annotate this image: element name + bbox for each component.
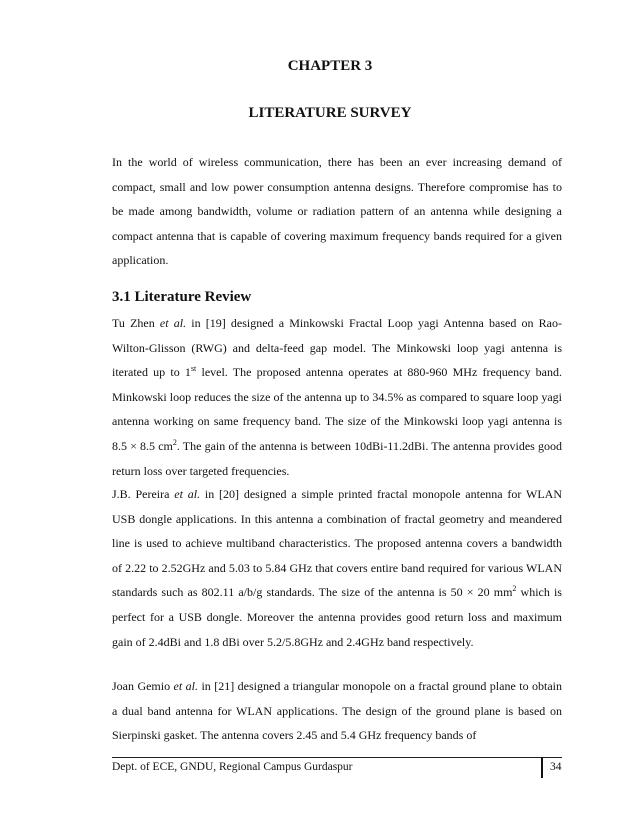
chapter-title: LITERATURE SURVEY <box>248 105 412 121</box>
chapter-number: CHAPTER 3 <box>287 58 373 74</box>
paragraph-text: in [21] designed a triangular monopole on a fractal ground plane to obtain a dual band antenna for WLAN applications. The design of the ground plane is based on Sierpinski gasket. The antenna covers 2.45 and 5.4 GHz frequency bands of <box>112 679 563 743</box>
author-name: Tu Zhen <box>112 316 155 330</box>
paragraph-text: . The gain of the antenna is between 10dBi-11.2dBi. The antenna provides good return loss over targeted frequencies. <box>112 438 562 478</box>
paragraph-text: level. The proposed antenna operates at 880-960 MHz frequency band. Minkowski loop reduces the size of the antenna up to 34.5% as compared to square loop yagi antenna working on same frequency band. The size of the Minkowski loop yagi antenna is 8.5 × 8.5 cm <box>112 365 562 453</box>
paragraph-text: which is perfect for a USB dongle. Moreover the antenna provides good return loss and maximum gain of 2.4dBi and 1.8 dBi over 5.2/5.8GHz and 2.4GHz band respectively. <box>112 585 562 649</box>
paragraph-tu-zhen <box>112 311 562 483</box>
paragraph-pereira <box>112 482 562 654</box>
author-name: Joan Gemio <box>112 679 174 693</box>
section-heading: 3.1 Literature Review <box>112 289 252 305</box>
paragraph-text: in [19] designed a Minkowski Fractal Loop yagi Antenna based on Rao-Wilton-Glisson (RWG) and delta-feed gap model. The Minkowski loop yagi antenna is iterated up to 1 <box>112 316 562 380</box>
superscript: st <box>190 364 197 374</box>
author-name: J.B. Pereira <box>112 487 175 501</box>
et-al: et al. <box>159 316 187 330</box>
paragraph-text: in [20] designed a simple printed fractal monopole antenna for WLAN USB dongle applications. In this antenna a combination of fractal geometry and meandered line is used to achieve multiband characteristics. The proposed antenna covers a bandwidth of 2.22 to 2.52GHz and 5.03 to 5.84 GHz that covers entire band required for various WLAN standards such as 802.11 a/b/g standards. The size of the antenna is 50 × 20 mm <box>112 487 563 600</box>
superscript: 2 <box>172 437 177 447</box>
superscript: 2 <box>512 584 517 594</box>
footer-rule <box>112 757 562 758</box>
footer-department: Dept. of ECE, GNDU, Regional Campus Gurdaspur <box>112 761 353 773</box>
intro-paragraph: In the world of wireless communication, there has been an ever increasing demand of compact, small and low power consumption antenna designs. Therefore compromise has to be made among bandwidth, volume or radiation pattern of an antenna while designing a compact antenna that is capable of covering maximum frequency bands required for a given application. <box>112 155 562 268</box>
footer-divider <box>541 757 543 778</box>
page-number: 34 <box>550 761 562 773</box>
et-al: et al. <box>173 679 198 693</box>
paragraph-gemio <box>112 674 562 748</box>
et-al: et al. <box>174 487 201 501</box>
